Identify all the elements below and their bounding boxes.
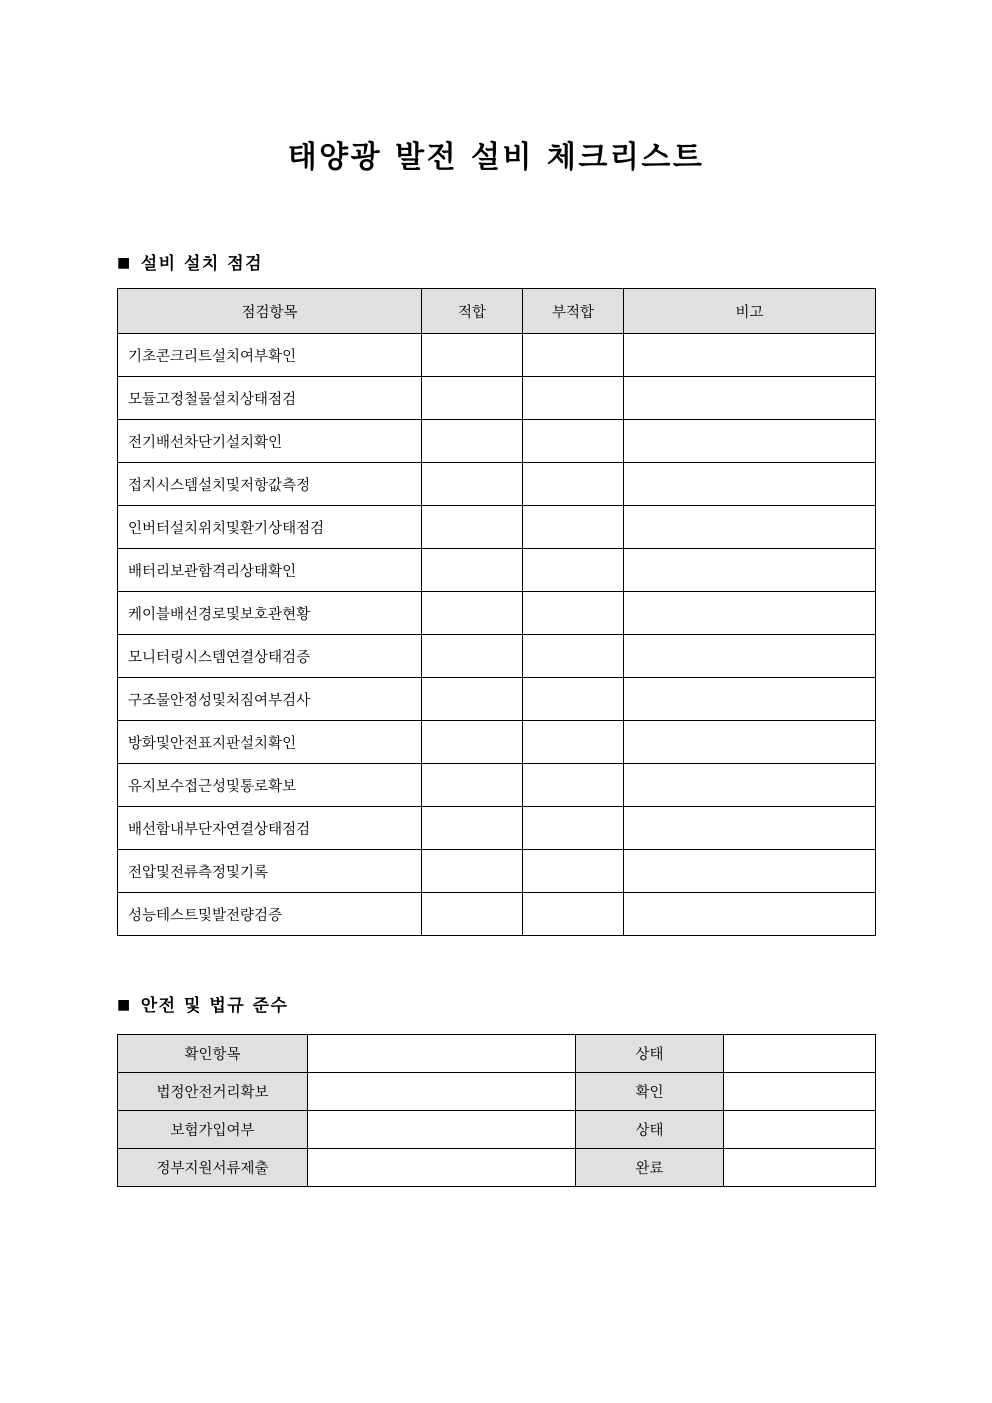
table-row: [118, 1149, 876, 1187]
remarks-cell[interactable]: [624, 635, 876, 678]
pass-checkbox-cell[interactable]: [422, 635, 523, 678]
fail-checkbox-cell[interactable]: [523, 420, 624, 463]
fail-checkbox-cell[interactable]: [523, 764, 624, 807]
pass-checkbox-cell[interactable]: [422, 420, 523, 463]
inspection-item-label: 전기배선차단기설치확인: [118, 420, 422, 463]
page-title: 태양광 발전 설비 체크리스트: [287, 140, 705, 175]
inspection-item-label: 배터리보관함격리상태확인: [118, 549, 422, 592]
remarks-cell[interactable]: [624, 721, 876, 764]
table-row: [118, 463, 876, 506]
remarks-cell[interactable]: [624, 850, 876, 893]
inspection-item-label: 모듈고정철물설치상태점검: [118, 377, 422, 420]
pass-checkbox-cell[interactable]: [422, 850, 523, 893]
compliance-entry-cell[interactable]: [308, 1073, 576, 1111]
table-row: [118, 592, 876, 635]
table-row: [118, 764, 876, 807]
pass-checkbox-cell[interactable]: [422, 893, 523, 936]
pass-checkbox-cell[interactable]: [422, 807, 523, 850]
inspection-item-label: 배선함내부단자연결상태점검: [118, 807, 422, 850]
inspection-item-label: 케이블배선경로및보호관현황: [118, 592, 422, 635]
pass-checkbox-cell[interactable]: [422, 721, 523, 764]
pass-checkbox-cell[interactable]: [422, 678, 523, 721]
section-heading-label: 안전 및 법규 준수: [140, 996, 289, 1016]
section-heading-safety: [117, 991, 288, 1016]
status-entry-cell[interactable]: [724, 1035, 876, 1073]
pass-checkbox-cell[interactable]: [422, 377, 523, 420]
fail-checkbox-cell[interactable]: [523, 592, 624, 635]
table-row: [118, 420, 876, 463]
remarks-cell[interactable]: [624, 592, 876, 635]
status-entry-cell[interactable]: [724, 1073, 876, 1111]
compliance-item-label: 법정안전거리확보: [118, 1073, 308, 1111]
remarks-cell[interactable]: [624, 807, 876, 850]
square-bullet-icon: ■: [117, 997, 132, 1013]
pass-checkbox-cell[interactable]: [422, 549, 523, 592]
inspection-item-label: 유지보수접근성및통로확보: [118, 764, 422, 807]
column-header-pass: 적합: [422, 289, 523, 334]
table-row: [118, 721, 876, 764]
inspection-item-label: 성능테스트및발전량검증: [118, 893, 422, 936]
fail-checkbox-cell[interactable]: [523, 807, 624, 850]
status-label: 상태: [576, 1111, 724, 1149]
table-row: [118, 1073, 876, 1111]
inspection-item-label: 전압및전류측정및기록: [118, 850, 422, 893]
table-row: [118, 549, 876, 592]
table-row: [118, 678, 876, 721]
pass-checkbox-cell[interactable]: [422, 506, 523, 549]
compliance-item-label: 확인항목: [118, 1035, 308, 1073]
status-entry-cell[interactable]: [724, 1111, 876, 1149]
remarks-cell[interactable]: [624, 334, 876, 377]
table-row: [118, 334, 876, 377]
inspection-item-label: 접지시스템설치및저항값측정: [118, 463, 422, 506]
table-header-row: [118, 289, 876, 334]
column-header-item: 점검항목: [118, 289, 422, 334]
table-row: [118, 506, 876, 549]
safety-compliance-table: [117, 1034, 876, 1187]
square-bullet-icon: ■: [117, 255, 132, 271]
fail-checkbox-cell[interactable]: [523, 635, 624, 678]
section-heading-installation: [117, 249, 263, 274]
compliance-entry-cell[interactable]: [308, 1035, 576, 1073]
table-row: [118, 893, 876, 936]
compliance-entry-cell[interactable]: [308, 1111, 576, 1149]
column-header-fail: 부적합: [523, 289, 624, 334]
remarks-cell[interactable]: [624, 764, 876, 807]
fail-checkbox-cell[interactable]: [523, 893, 624, 936]
inspection-item-label: 모니터링시스템연결상태검증: [118, 635, 422, 678]
inspection-item-label: 방화및안전표지판설치확인: [118, 721, 422, 764]
fail-checkbox-cell[interactable]: [523, 334, 624, 377]
compliance-entry-cell[interactable]: [308, 1149, 576, 1187]
status-label: 완료: [576, 1149, 724, 1187]
section-heading-label: 설비 설치 점검: [140, 254, 264, 274]
remarks-cell[interactable]: [624, 506, 876, 549]
fail-checkbox-cell[interactable]: [523, 721, 624, 764]
pass-checkbox-cell[interactable]: [422, 764, 523, 807]
compliance-item-label: 정부지원서류제출: [118, 1149, 308, 1187]
table-row: [118, 377, 876, 420]
remarks-cell[interactable]: [624, 678, 876, 721]
status-label: 확인: [576, 1073, 724, 1111]
remarks-cell[interactable]: [624, 549, 876, 592]
inspection-item-label: 기초콘크리트설치여부확인: [118, 334, 422, 377]
pass-checkbox-cell[interactable]: [422, 463, 523, 506]
fail-checkbox-cell[interactable]: [523, 506, 624, 549]
status-entry-cell[interactable]: [724, 1149, 876, 1187]
table-row: [118, 807, 876, 850]
remarks-cell[interactable]: [624, 463, 876, 506]
fail-checkbox-cell[interactable]: [523, 549, 624, 592]
inspection-item-label: 구조물안정성및처짐여부검사: [118, 678, 422, 721]
fail-checkbox-cell[interactable]: [523, 678, 624, 721]
status-label: 상태: [576, 1035, 724, 1073]
table-row: [118, 1111, 876, 1149]
table-row: [118, 1035, 876, 1073]
inspection-item-label: 인버터설치위치및환기상태점검: [118, 506, 422, 549]
remarks-cell[interactable]: [624, 377, 876, 420]
table-row: [118, 635, 876, 678]
pass-checkbox-cell[interactable]: [422, 334, 523, 377]
pass-checkbox-cell[interactable]: [422, 592, 523, 635]
remarks-cell[interactable]: [624, 893, 876, 936]
fail-checkbox-cell[interactable]: [523, 463, 624, 506]
remarks-cell[interactable]: [624, 420, 876, 463]
column-header-note: 비고: [624, 289, 876, 334]
fail-checkbox-cell[interactable]: [523, 850, 624, 893]
installation-inspection-table: [117, 288, 876, 936]
table-row: [118, 850, 876, 893]
compliance-item-label: 보험가입여부: [118, 1111, 308, 1149]
fail-checkbox-cell[interactable]: [523, 377, 624, 420]
